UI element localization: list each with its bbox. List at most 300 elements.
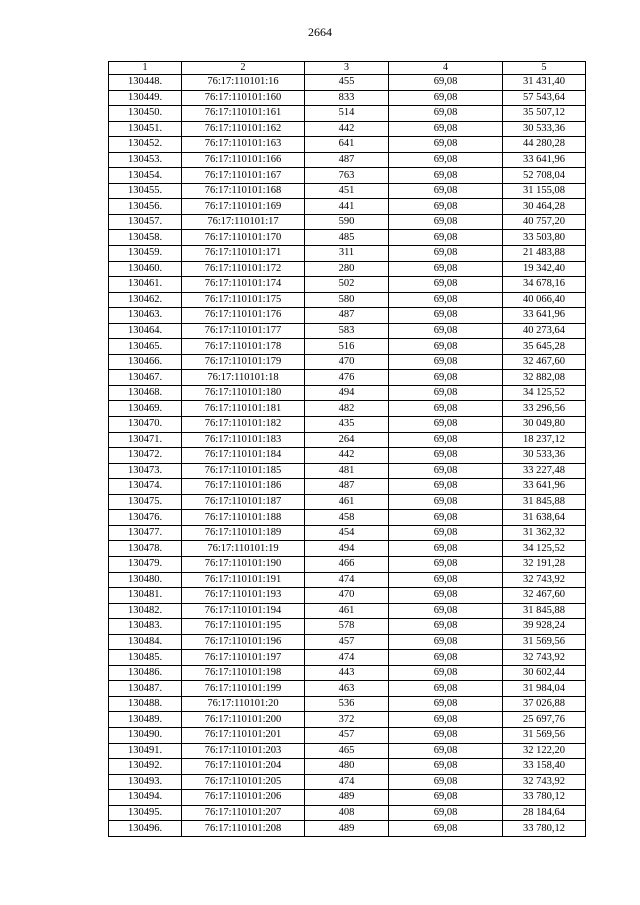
table-row [109, 588, 586, 604]
row-number-cell: 130487. [109, 681, 182, 697]
area-cell: 516 [305, 339, 389, 355]
cadastral-number-cell: 76:17:110101:166 [182, 152, 305, 168]
table-row [109, 603, 586, 619]
value-cell: 40 757,20 [503, 214, 586, 230]
rate-cell: 69,08 [389, 556, 503, 572]
row-number-cell: 130458. [109, 230, 182, 246]
rate-cell: 69,08 [389, 650, 503, 666]
table-row [109, 137, 586, 153]
table-row [109, 727, 586, 743]
area-cell: 485 [305, 230, 389, 246]
row-number-cell: 130452. [109, 137, 182, 153]
cadastral-number-cell: 76:17:110101:179 [182, 354, 305, 370]
area-cell: 443 [305, 665, 389, 681]
rate-cell: 69,08 [389, 603, 503, 619]
area-cell: 480 [305, 759, 389, 775]
rate-cell: 69,08 [389, 681, 503, 697]
row-number-cell: 130465. [109, 339, 182, 355]
cadastral-number-cell: 76:17:110101:181 [182, 401, 305, 417]
table-row [109, 339, 586, 355]
area-cell: 494 [305, 541, 389, 557]
table-row [109, 790, 586, 806]
rate-cell: 69,08 [389, 183, 503, 199]
area-cell: 463 [305, 681, 389, 697]
rate-cell: 69,08 [389, 479, 503, 495]
area-cell: 590 [305, 214, 389, 230]
row-number-cell: 130462. [109, 292, 182, 308]
table-row [109, 199, 586, 215]
table-row [109, 168, 586, 184]
cadastral-number-cell: 76:17:110101:193 [182, 588, 305, 604]
cadastral-number-cell: 76:17:110101:180 [182, 385, 305, 401]
cadastral-number-cell: 76:17:110101:201 [182, 727, 305, 743]
table-body [109, 75, 586, 837]
area-cell: 372 [305, 712, 389, 728]
rate-cell: 69,08 [389, 339, 503, 355]
area-cell: 442 [305, 121, 389, 137]
cadastral-number-cell: 76:17:110101:16 [182, 75, 305, 91]
value-cell: 31 638,64 [503, 510, 586, 526]
area-cell: 474 [305, 774, 389, 790]
value-cell: 32 743,92 [503, 650, 586, 666]
area-cell: 763 [305, 168, 389, 184]
row-number-cell: 130495. [109, 805, 182, 821]
rate-cell: 69,08 [389, 525, 503, 541]
cadastral-number-cell: 76:17:110101:182 [182, 417, 305, 433]
table-row [109, 90, 586, 106]
area-cell: 580 [305, 292, 389, 308]
row-number-cell: 130454. [109, 168, 182, 184]
row-number-cell: 130453. [109, 152, 182, 168]
area-cell: 487 [305, 479, 389, 495]
area-cell: 457 [305, 727, 389, 743]
table-row [109, 665, 586, 681]
table-row [109, 556, 586, 572]
rate-cell: 69,08 [389, 712, 503, 728]
row-number-cell: 130489. [109, 712, 182, 728]
value-cell: 40 273,64 [503, 323, 586, 339]
cadastral-number-cell: 76:17:110101:205 [182, 774, 305, 790]
row-number-cell: 130481. [109, 588, 182, 604]
rate-cell: 69,08 [389, 323, 503, 339]
row-number-cell: 130460. [109, 261, 182, 277]
rate-cell: 69,08 [389, 774, 503, 790]
row-number-cell: 130477. [109, 525, 182, 541]
table-row [109, 385, 586, 401]
rate-cell: 69,08 [389, 277, 503, 293]
rate-cell: 69,08 [389, 137, 503, 153]
cadastral-number-cell: 76:17:110101:18 [182, 370, 305, 386]
value-cell: 32 467,60 [503, 354, 586, 370]
table-row [109, 246, 586, 262]
area-cell: 454 [305, 525, 389, 541]
rate-cell: 69,08 [389, 448, 503, 464]
row-number-cell: 130455. [109, 183, 182, 199]
area-cell: 461 [305, 603, 389, 619]
area-cell: 474 [305, 650, 389, 666]
cadastral-number-cell: 76:17:110101:160 [182, 90, 305, 106]
value-cell: 31 845,88 [503, 603, 586, 619]
row-number-cell: 130469. [109, 401, 182, 417]
rate-cell: 69,08 [389, 727, 503, 743]
row-number-cell: 130461. [109, 277, 182, 293]
value-cell: 33 641,96 [503, 152, 586, 168]
rate-cell: 69,08 [389, 805, 503, 821]
area-cell: 408 [305, 805, 389, 821]
row-number-cell: 130485. [109, 650, 182, 666]
rate-cell: 69,08 [389, 370, 503, 386]
cadastral-number-cell: 76:17:110101:197 [182, 650, 305, 666]
cadastral-number-cell: 76:17:110101:174 [182, 277, 305, 293]
row-number-cell: 130448. [109, 75, 182, 91]
row-number-cell: 130483. [109, 619, 182, 635]
area-cell: 489 [305, 821, 389, 837]
table-row [109, 805, 586, 821]
value-cell: 33 641,96 [503, 308, 586, 324]
rate-cell: 69,08 [389, 821, 503, 837]
rate-cell: 69,08 [389, 199, 503, 215]
table-row [109, 510, 586, 526]
cadastral-number-cell: 76:17:110101:17 [182, 214, 305, 230]
table-row [109, 214, 586, 230]
cadastral-number-cell: 76:17:110101:169 [182, 199, 305, 215]
area-cell: 474 [305, 572, 389, 588]
value-cell: 31 569,56 [503, 727, 586, 743]
row-number-cell: 130451. [109, 121, 182, 137]
row-number-cell: 130490. [109, 727, 182, 743]
rate-cell: 69,08 [389, 354, 503, 370]
area-cell: 481 [305, 463, 389, 479]
table-row [109, 417, 586, 433]
value-cell: 40 066,40 [503, 292, 586, 308]
value-cell: 33 780,12 [503, 821, 586, 837]
row-number-cell: 130473. [109, 463, 182, 479]
value-cell: 18 237,12 [503, 432, 586, 448]
table-row [109, 323, 586, 339]
value-cell: 57 543,64 [503, 90, 586, 106]
area-cell: 455 [305, 75, 389, 91]
area-cell: 536 [305, 696, 389, 712]
row-number-cell: 130450. [109, 106, 182, 122]
cadastral-number-cell: 76:17:110101:195 [182, 619, 305, 635]
area-cell: 441 [305, 199, 389, 215]
area-cell: 494 [305, 385, 389, 401]
table-row [109, 712, 586, 728]
cadastral-number-cell: 76:17:110101:189 [182, 525, 305, 541]
value-cell: 32 882,08 [503, 370, 586, 386]
row-number-cell: 130472. [109, 448, 182, 464]
rate-cell: 69,08 [389, 790, 503, 806]
table-row [109, 463, 586, 479]
rate-cell: 69,08 [389, 385, 503, 401]
value-cell: 44 280,28 [503, 137, 586, 153]
row-number-cell: 130471. [109, 432, 182, 448]
value-cell: 30 533,36 [503, 448, 586, 464]
value-cell: 31 984,04 [503, 681, 586, 697]
value-cell: 33 158,40 [503, 759, 586, 775]
area-cell: 470 [305, 588, 389, 604]
value-cell: 33 503,80 [503, 230, 586, 246]
rate-cell: 69,08 [389, 432, 503, 448]
table-row [109, 479, 586, 495]
row-number-cell: 130486. [109, 665, 182, 681]
rate-cell: 69,08 [389, 510, 503, 526]
row-number-cell: 130476. [109, 510, 182, 526]
rate-cell: 69,08 [389, 572, 503, 588]
table-row [109, 308, 586, 324]
rate-cell: 69,08 [389, 634, 503, 650]
table-row [109, 774, 586, 790]
area-cell: 466 [305, 556, 389, 572]
area-cell: 833 [305, 90, 389, 106]
cadastral-number-cell: 76:17:110101:190 [182, 556, 305, 572]
cadastral-number-cell: 76:17:110101:187 [182, 494, 305, 510]
table-row [109, 494, 586, 510]
area-cell: 476 [305, 370, 389, 386]
rate-cell: 69,08 [389, 214, 503, 230]
table-row [109, 743, 586, 759]
rate-cell: 69,08 [389, 168, 503, 184]
value-cell: 35 645,28 [503, 339, 586, 355]
row-number-cell: 130463. [109, 308, 182, 324]
cadastral-number-cell: 76:17:110101:196 [182, 634, 305, 650]
rate-cell: 69,08 [389, 588, 503, 604]
table-row [109, 681, 586, 697]
cadastral-number-cell: 76:17:110101:20 [182, 696, 305, 712]
row-number-cell: 130457. [109, 214, 182, 230]
cadastral-number-cell: 76:17:110101:184 [182, 448, 305, 464]
value-cell: 31 845,88 [503, 494, 586, 510]
cadastral-number-cell: 76:17:110101:206 [182, 790, 305, 806]
area-cell: 578 [305, 619, 389, 635]
rate-cell: 69,08 [389, 152, 503, 168]
column-header: 4 [389, 62, 503, 75]
table-row [109, 759, 586, 775]
value-cell: 37 026,88 [503, 696, 586, 712]
row-number-cell: 130456. [109, 199, 182, 215]
value-cell: 34 125,52 [503, 385, 586, 401]
table-row [109, 619, 586, 635]
row-number-cell: 130488. [109, 696, 182, 712]
column-header: 2 [182, 62, 305, 75]
rate-cell: 69,08 [389, 121, 503, 137]
value-cell: 32 122,20 [503, 743, 586, 759]
cadastral-number-cell: 76:17:110101:183 [182, 432, 305, 448]
row-number-cell: 130470. [109, 417, 182, 433]
table-row [109, 541, 586, 557]
cadastral-number-cell: 76:17:110101:203 [182, 743, 305, 759]
cadastral-number-cell: 76:17:110101:170 [182, 230, 305, 246]
area-cell: 465 [305, 743, 389, 759]
cadastral-number-cell: 76:17:110101:178 [182, 339, 305, 355]
table-row [109, 121, 586, 137]
value-cell: 32 743,92 [503, 774, 586, 790]
rate-cell: 69,08 [389, 759, 503, 775]
row-number-cell: 130474. [109, 479, 182, 495]
rate-cell: 69,08 [389, 619, 503, 635]
value-cell: 30 464,28 [503, 199, 586, 215]
rate-cell: 69,08 [389, 463, 503, 479]
row-number-cell: 130492. [109, 759, 182, 775]
area-cell: 442 [305, 448, 389, 464]
cadastral-number-cell: 76:17:110101:186 [182, 479, 305, 495]
rate-cell: 69,08 [389, 230, 503, 246]
value-cell: 33 296,56 [503, 401, 586, 417]
cadastral-number-cell: 76:17:110101:172 [182, 261, 305, 277]
cadastral-number-cell: 76:17:110101:162 [182, 121, 305, 137]
value-cell: 28 184,64 [503, 805, 586, 821]
area-cell: 489 [305, 790, 389, 806]
cadastral-number-cell: 76:17:110101:163 [182, 137, 305, 153]
value-cell: 35 507,12 [503, 106, 586, 122]
data-table [108, 61, 586, 837]
value-cell: 31 155,08 [503, 183, 586, 199]
table-row [109, 401, 586, 417]
row-number-cell: 130468. [109, 385, 182, 401]
value-cell: 31 362,32 [503, 525, 586, 541]
area-cell: 487 [305, 308, 389, 324]
value-cell: 32 743,92 [503, 572, 586, 588]
table-row [109, 261, 586, 277]
table-row [109, 432, 586, 448]
table-row [109, 525, 586, 541]
row-number-cell: 130479. [109, 556, 182, 572]
value-cell: 30 533,36 [503, 121, 586, 137]
rate-cell: 69,08 [389, 665, 503, 681]
value-cell: 33 641,96 [503, 479, 586, 495]
rate-cell: 69,08 [389, 541, 503, 557]
area-cell: 280 [305, 261, 389, 277]
cadastral-number-cell: 76:17:110101:171 [182, 246, 305, 262]
area-cell: 583 [305, 323, 389, 339]
row-number-cell: 130484. [109, 634, 182, 650]
page-number: 2664 [308, 25, 332, 39]
area-cell: 461 [305, 494, 389, 510]
row-number-cell: 130449. [109, 90, 182, 106]
value-cell: 31 569,56 [503, 634, 586, 650]
cadastral-number-cell: 76:17:110101:177 [182, 323, 305, 339]
cadastral-number-cell: 76:17:110101:207 [182, 805, 305, 821]
table-row [109, 183, 586, 199]
area-cell: 487 [305, 152, 389, 168]
table-row [109, 650, 586, 666]
value-cell: 52 708,04 [503, 168, 586, 184]
row-number-cell: 130482. [109, 603, 182, 619]
rate-cell: 69,08 [389, 90, 503, 106]
cadastral-number-cell: 76:17:110101:198 [182, 665, 305, 681]
cadastral-number-cell: 76:17:110101:208 [182, 821, 305, 837]
value-cell: 25 697,76 [503, 712, 586, 728]
value-cell: 30 049,80 [503, 417, 586, 433]
table-row [109, 370, 586, 386]
table-row [109, 572, 586, 588]
value-cell: 39 928,24 [503, 619, 586, 635]
value-cell: 32 467,60 [503, 588, 586, 604]
value-cell: 33 780,12 [503, 790, 586, 806]
table-row [109, 277, 586, 293]
row-number-cell: 130467. [109, 370, 182, 386]
rate-cell: 69,08 [389, 75, 503, 91]
value-cell: 30 602,44 [503, 665, 586, 681]
area-cell: 457 [305, 634, 389, 650]
row-number-cell: 130478. [109, 541, 182, 557]
cadastral-number-cell: 76:17:110101:167 [182, 168, 305, 184]
table-row [109, 696, 586, 712]
area-cell: 311 [305, 246, 389, 262]
cadastral-number-cell: 76:17:110101:194 [182, 603, 305, 619]
area-cell: 482 [305, 401, 389, 417]
table-row [109, 821, 586, 837]
table-row [109, 75, 586, 91]
rate-cell: 69,08 [389, 246, 503, 262]
cadastral-number-cell: 76:17:110101:199 [182, 681, 305, 697]
table-row [109, 634, 586, 650]
area-cell: 435 [305, 417, 389, 433]
row-number-cell: 130480. [109, 572, 182, 588]
area-cell: 514 [305, 106, 389, 122]
cadastral-number-cell: 76:17:110101:204 [182, 759, 305, 775]
table-row [109, 448, 586, 464]
area-cell: 451 [305, 183, 389, 199]
cadastral-number-cell: 76:17:110101:176 [182, 308, 305, 324]
table-row [109, 106, 586, 122]
table-row [109, 292, 586, 308]
table-row [109, 354, 586, 370]
row-number-cell: 130494. [109, 790, 182, 806]
value-cell: 33 227,48 [503, 463, 586, 479]
column-header: 1 [109, 62, 182, 75]
rate-cell: 69,08 [389, 696, 503, 712]
rate-cell: 69,08 [389, 261, 503, 277]
cadastral-number-cell: 76:17:110101:185 [182, 463, 305, 479]
value-cell: 32 191,28 [503, 556, 586, 572]
cadastral-number-cell: 76:17:110101:200 [182, 712, 305, 728]
column-header: 3 [305, 62, 389, 75]
cadastral-number-cell: 76:17:110101:161 [182, 106, 305, 122]
cadastral-number-cell: 76:17:110101:19 [182, 541, 305, 557]
value-cell: 19 342,40 [503, 261, 586, 277]
row-number-cell: 130496. [109, 821, 182, 837]
area-cell: 470 [305, 354, 389, 370]
rate-cell: 69,08 [389, 494, 503, 510]
row-number-cell: 130475. [109, 494, 182, 510]
row-number-cell: 130459. [109, 246, 182, 262]
row-number-cell: 130464. [109, 323, 182, 339]
rate-cell: 69,08 [389, 743, 503, 759]
cadastral-number-cell: 76:17:110101:191 [182, 572, 305, 588]
column-header: 5 [503, 62, 586, 75]
value-cell: 34 125,52 [503, 541, 586, 557]
cadastral-number-cell: 76:17:110101:188 [182, 510, 305, 526]
row-number-cell: 130491. [109, 743, 182, 759]
table-row [109, 230, 586, 246]
rate-cell: 69,08 [389, 292, 503, 308]
cadastral-number-cell: 76:17:110101:168 [182, 183, 305, 199]
rate-cell: 69,08 [389, 106, 503, 122]
value-cell: 31 431,40 [503, 75, 586, 91]
area-cell: 641 [305, 137, 389, 153]
rate-cell: 69,08 [389, 401, 503, 417]
cadastral-number-cell: 76:17:110101:175 [182, 292, 305, 308]
table-row [109, 152, 586, 168]
area-cell: 458 [305, 510, 389, 526]
area-cell: 502 [305, 277, 389, 293]
area-cell: 264 [305, 432, 389, 448]
rate-cell: 69,08 [389, 417, 503, 433]
value-cell: 34 678,16 [503, 277, 586, 293]
table-header-row [109, 62, 586, 75]
row-number-cell: 130493. [109, 774, 182, 790]
